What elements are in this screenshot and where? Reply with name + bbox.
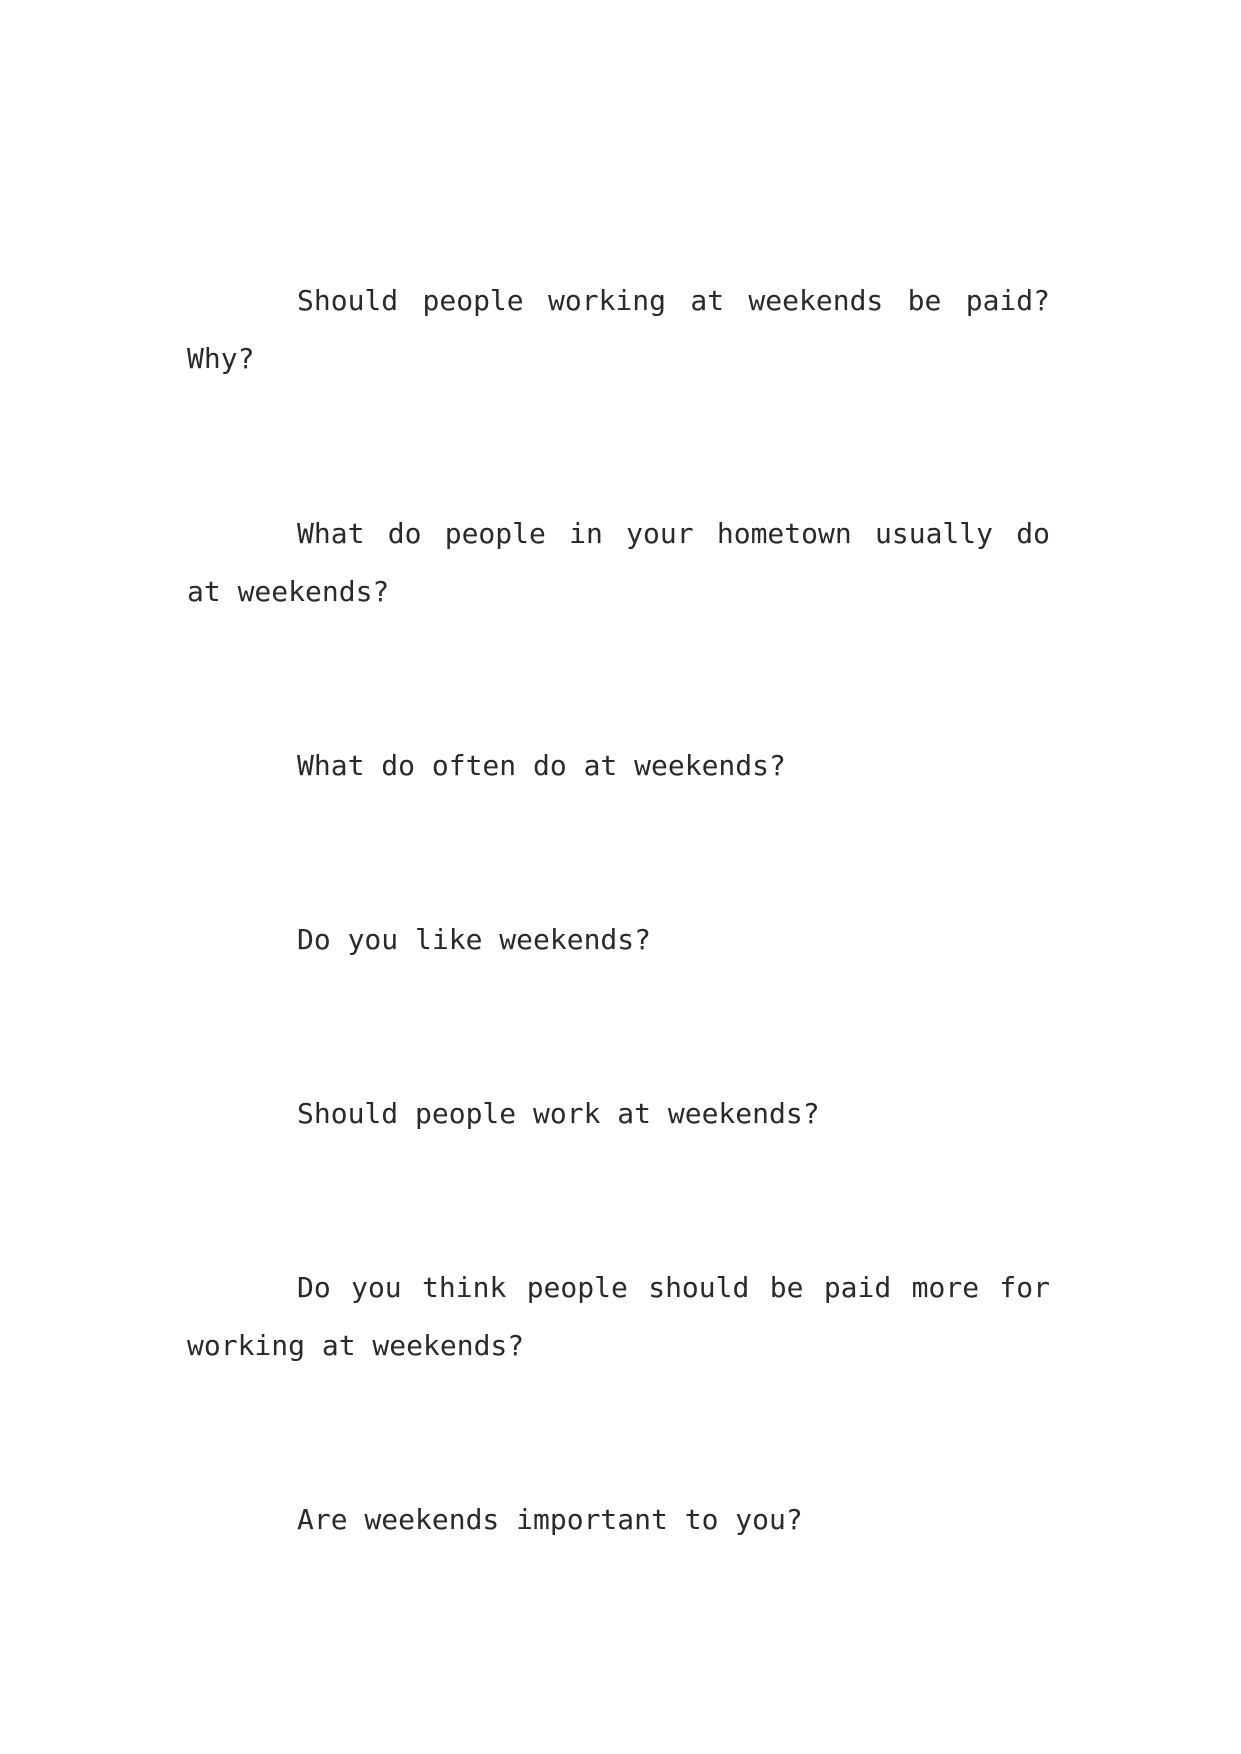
question-paragraph: Should people work at weekends?	[297, 1097, 820, 1130]
question-paragraph: Do you think people should be paid more for working at weekends?	[187, 1271, 1050, 1362]
question-paragraph: Are weekends important to you?	[297, 1503, 803, 1536]
question-paragraph: Should people working at weekends be paid? Why?	[187, 284, 1050, 375]
question-paragraph: What do often do at weekends?	[297, 749, 786, 782]
question-paragraph: Do you like weekends?	[297, 923, 652, 956]
question-paragraph: What do people in your hometown usually do at weekends?	[187, 517, 1050, 608]
